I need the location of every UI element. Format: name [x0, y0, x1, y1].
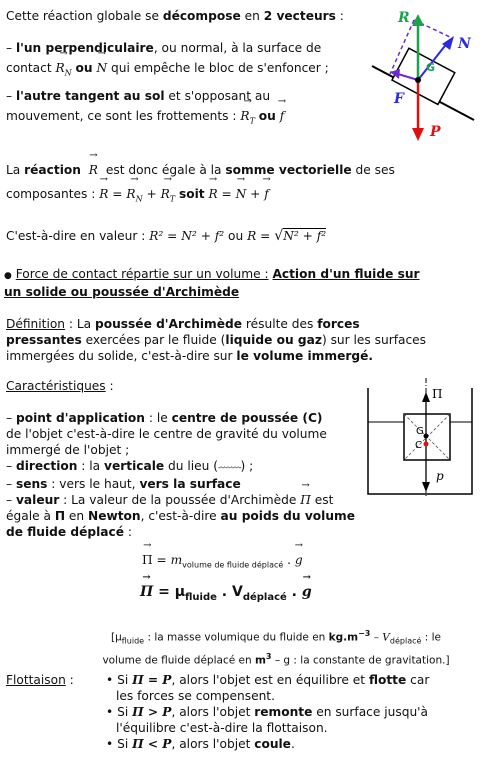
section-title: ● Force de contact répartie sur un volume : Action d'un fluide sur un solide ou poussée d'Archimède [4, 267, 420, 299]
tangent-paragraph: – l'autre tangent au sol et s'opposant au mouvement, ce sont les frottements : → $R_T$ ou → f [6, 88, 366, 129]
formula-mass: → $\Pi = m_{volume de fluide déplacé}$ . → g [142, 552, 303, 573]
reaction-paragraph: La réaction → R est donc égale à la somme vectorielle de ses composantes : → R = → $R_N$ + → $R_T$ soit → R = → N + → f [6, 162, 476, 207]
flottaison-item-1: • Si Π = P, alors l'objet est en équilibre et flotte car [106, 673, 430, 687]
label-r: R [398, 10, 410, 26]
vector-rn: → $R_N$ [55, 60, 71, 81]
label-c: C [415, 440, 422, 451]
characteristics-list: – point d'application : le centre de poussée (C) de l'objet c'est-à-dire le centre de gravité du volume immergé de l'objet ; – direction : la verticale du lieu (-·-·-·-·-·-·-) ; – sens : vers le haut, vers la surface – valeur : La valeur de la poussée d'Archimède → Π est égale à Π en Newton, c'est-à-dire au poids du volume de fluide déplacé : [6, 410, 366, 540]
vector-n: → N [96, 60, 107, 76]
flottaison-item-3: • Si Π < P, alors l'objet coule. [106, 737, 295, 751]
label-g: G [426, 61, 436, 74]
perpendicular-paragraph: – l'un perpendiculaire, ou normal, à la surface de contact → $R_N$ ou → N qui empêche le bloc de s'enfoncer ; [6, 40, 366, 81]
flottaison-item-2: • Si Π > P, alors l'objet remonte en surface jusqu'à [106, 705, 428, 719]
vector-r: → R [89, 162, 98, 178]
formula-density: → $\Pi = \mu_{fluide}$ . $V_{déplacé}$ . → g [140, 584, 312, 606]
inclined-block-diagram [368, 8, 476, 143]
label-pi: Π [432, 387, 443, 401]
label-p: P [430, 124, 441, 140]
label-p-small: p [436, 469, 444, 483]
label-n: N [458, 36, 471, 52]
value-formula: C'est-à-dire en valeur : R² = N² + f² ou R = √N² + f² [6, 228, 327, 244]
label-g2: G [416, 426, 424, 437]
sum-formula: → R = → $R_N$ + → $R_T$ [99, 187, 175, 201]
archimedes-diagram [360, 376, 476, 500]
vector-pi: → Π [300, 492, 311, 508]
vector-f: → f [280, 108, 285, 124]
formula-legend: [$\mu_{fluide}$ : la masse volumique du fluide en $kg.m^{-3} - V_{déplacé}$ : le volume de fluide déplacé en $m^3$ – g : la constante de gravitation.] [102, 629, 450, 667]
intro-line-1: Cette réaction globale se décompose en 2 vecteurs : [6, 9, 344, 23]
flottaison-label: Flottaison : [6, 673, 74, 687]
vector-rt: → $R_T$ [240, 108, 255, 129]
flottaison-list: • Si Π = P, alors l'objet est en équilibre et flotte car les forces se compensent. • Si Π > P, alors l'objet remonte en surface jusqu'à l'équilibre c'est-à-dire la flottaison. • Si Π < P, alors l'objet coule. [106, 672, 474, 752]
label-f: F [394, 91, 404, 107]
definition-paragraph: Définition : La poussée d'Archimède résulte des forces pressantes exercées par le fluide (liquide ou gaz) sur les surfaces immergées du solide, c'est-à-dire sur le volume immergé. [6, 317, 427, 363]
characteristics-label: Caractéristiques : [6, 379, 114, 393]
sum-formula-2: → R = → N + → f [208, 187, 268, 201]
